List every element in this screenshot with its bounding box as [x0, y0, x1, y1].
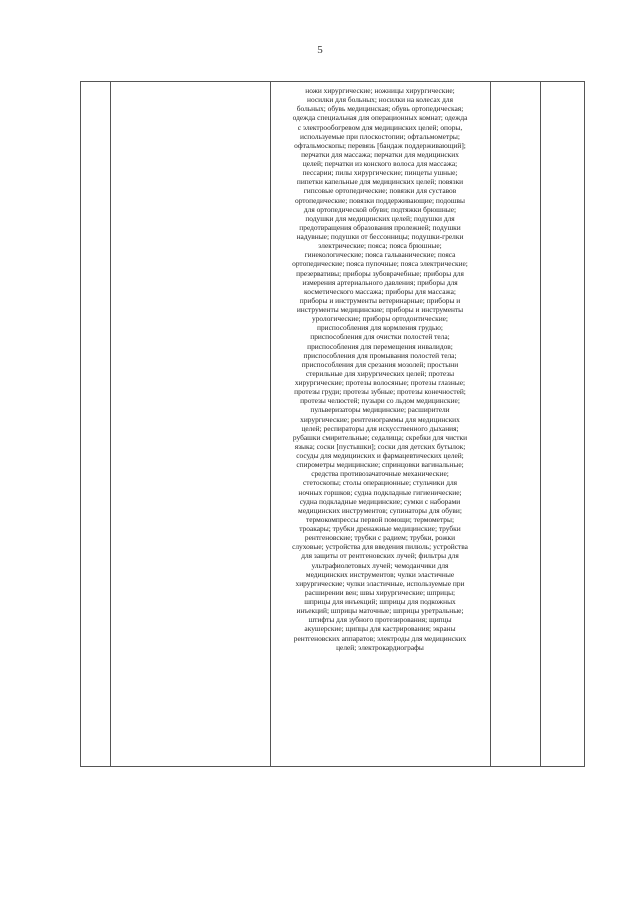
goods-list-line: косметического массажа; приборы для массажа; [304, 286, 456, 296]
goods-list-line: ортопедические; пояса пупочные; пояса электрические; [292, 259, 468, 269]
goods-list-line: инъекций; шприцы маточные; шприцы уретральные; [296, 606, 464, 616]
goods-list-line: перчатки для массажа; перчатки для медицинских [301, 149, 459, 159]
goods-list-line: больных; обувь медицинская; обувь ортопедическая; [296, 104, 464, 114]
goods-list-line: слуховые; устройства для введения пилюль; устройства [292, 542, 468, 552]
goods-list-line: языка; соски [пустышки]; соски для детских бутылок; [294, 441, 466, 451]
goods-list-line: гинекологические; пояса гальванические; пояса [304, 250, 456, 260]
goods-list-line: гипсовые ортопедические; повязки для суставов [303, 186, 457, 196]
goods-list-line: приспособления для перемещения инвалидов; [307, 341, 453, 351]
goods-list-line: предотвращения образования пролежней; подушки [299, 222, 461, 232]
goods-list-line: средства противозачаточные механические; [311, 469, 449, 479]
goods-list-line: подушки для медицинских целей; подушки для [305, 213, 455, 223]
goods-list-line: используемые при плоскостопии; офтальмометры; [300, 131, 460, 141]
goods-list-line: пессарии; пилы хирургические; пинцеты ушные; [302, 168, 458, 178]
goods-list-line: хирургические; протезы волосяные; протезы глазные; [294, 378, 466, 387]
goods-list-line: пульверизаторы медицинские; расширители [310, 405, 450, 415]
goods-list-line: приборы и инструменты ветеринарные; приборы и [299, 295, 461, 305]
table-column-border [540, 82, 541, 766]
goods-list-line: приспособления для промывания полостей тела; [303, 350, 457, 360]
table-column-border [490, 82, 491, 766]
table-column-border [584, 82, 585, 766]
goods-list-line: целей; респираторы для искусственного дыхания; [301, 423, 459, 433]
goods-list-line: троакары; трубки дренажные медицинские; трубки [299, 524, 461, 533]
goods-list-line: ультрафиолетовых лучей; чемоданчики для [311, 560, 449, 570]
goods-list-line: шприцы для инъекций; шприцы для подкожных [304, 597, 456, 606]
goods-list-line: судна подкладные медицинские; сумки с наборами [299, 496, 461, 506]
goods-list-line: для ортопедической обуви; подтяжки брюшные; [303, 204, 457, 214]
goods-list-line: расширении вен; швы хирургические; шприцы; [304, 587, 456, 597]
goods-list-line: термокомпрессы первой помощи; термометры; [305, 514, 454, 524]
goods-list-line: рентгеновские; трубки с радием; трубки, рожки [304, 533, 456, 543]
table-column-border [80, 82, 81, 766]
goods-list-line: презервативы; приборы зубоврачебные; приборы для [296, 268, 464, 278]
goods-list-line: целей; перчатки из конского волоса для массажа; [302, 159, 458, 168]
goods-list-line: надувные; подушки от бессонницы; подушки-грелки [296, 232, 464, 241]
goods-list-line: хирургические; чулки эластичные, используемые при [295, 578, 465, 588]
goods-list-line: инструменты медицинские; приборы и инструменты [296, 305, 464, 314]
goods-list-line: протезы груди; протезы зубные; протезы конечностей; [294, 387, 466, 397]
goods-list-line: носилки для больных; носилки на колесах для [306, 95, 454, 105]
goods-list-line: приспособления для кормления грудью; [317, 323, 443, 333]
goods-list-line: ножи хирургические; ножницы хирургические; [305, 86, 455, 95]
goods-list-line: урологические; приборы ортодонтические; [312, 314, 448, 324]
goods-list-line: пипетки капельные для медицинских целей; повязки [296, 177, 464, 187]
goods-list-line: целей; электрокардиографы [336, 642, 424, 652]
goods-list-line: медицинских инструментов; супинаторы для обуви; [298, 505, 462, 515]
goods-list-line: рубашки смирительные; седалища; скребки для чистки [292, 432, 468, 442]
goods-list-line: ночных горшков; судна подкладные гигиенические; [298, 487, 462, 497]
goods-list-cell [272, 86, 488, 652]
goods-list-line: хирургические; рентгенограммы для медицинских [300, 414, 460, 424]
table-column-border [110, 82, 111, 766]
goods-list-line: измерения артериального давления; приборы для [302, 277, 458, 287]
goods-list-line: стерильные для хирургических целей; протезы [305, 368, 455, 378]
goods-list-line: акушерские; щипцы для кастрирования; экраны [304, 624, 456, 634]
goods-list-line: штифты для зубного протезирования; щипцы [308, 615, 452, 625]
goods-list-line: медицинских инструментов; чулки эластичные [305, 569, 455, 579]
goods-list-line: спирометры медицинские; спринцовки вагинальные; [296, 460, 464, 470]
goods-list-line: для защиты от рентгеновских лучей; фильтры для [301, 551, 459, 561]
page-number: 5 [317, 44, 323, 56]
goods-list-line: приспособления для срезания мозолей; простыни [301, 359, 459, 369]
document-table [80, 81, 585, 767]
goods-list-line: протезы челюстей; пузыри со льдом медицинские; [300, 396, 460, 406]
goods-list-line: ортопедические; повязки поддерживающие; подошвы [295, 195, 465, 205]
goods-list-line: приспособления для очистки полостей тела; [310, 332, 450, 342]
goods-list-line: электрические; пояса; пояса брюшные; [318, 241, 442, 251]
goods-list-line: стетоскопы; столы операционные; стульчики для [302, 478, 458, 488]
goods-list-line: офтальмоскопы; перевязь [бандаж поддерживающий]; [294, 140, 466, 150]
goods-list-line: с электрообогревом для медицинских целей; опоры, [297, 122, 463, 132]
goods-list-line: сосуды для медицинских и фармацевтических целей; [296, 451, 464, 460]
goods-list-line: одежда специальная для операционных комнат; одежда [292, 113, 468, 123]
goods-list-line: рентгеновских аппаратов; электроды для медицинских [293, 633, 467, 643]
table-column-border [270, 82, 271, 766]
